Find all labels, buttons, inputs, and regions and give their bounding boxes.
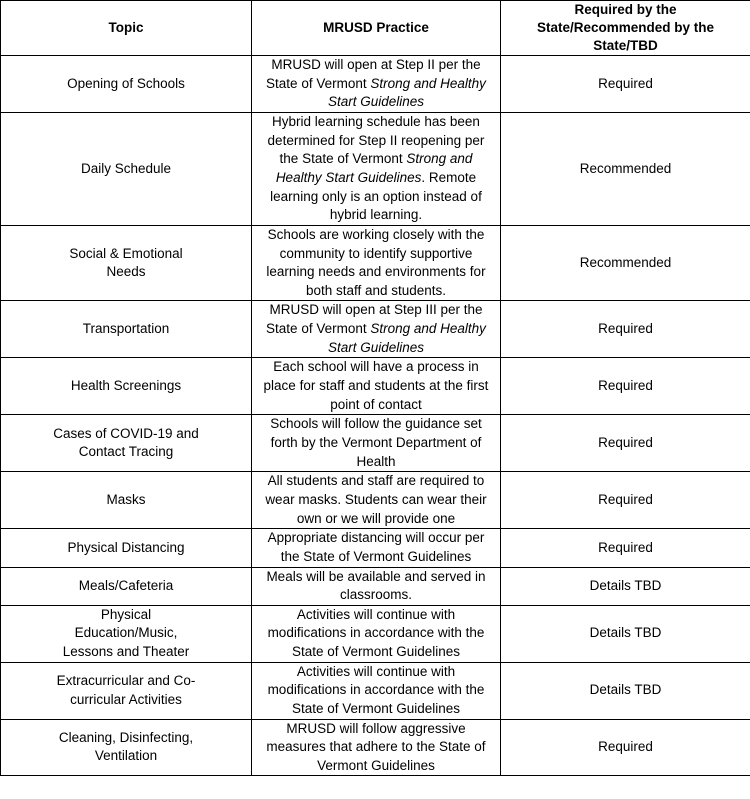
practice-cell xyxy=(252,605,501,662)
practice-text: Meals will be available and served in classrooms. xyxy=(266,568,486,603)
practice-cell xyxy=(252,662,501,719)
practice-text: MRUSD will follow aggressive measures that adhere to the State of Vermont Guidelines xyxy=(266,720,486,773)
practice-text: Schools will follow the guidance set forth by the Vermont Department of Health xyxy=(270,416,482,469)
practice-text: Hybrid learning schedule has been determined for Step II reopening per the State of Vermont xyxy=(267,114,485,167)
practice-cell xyxy=(252,415,501,472)
header-row xyxy=(1,1,750,56)
practice-text: Each school will have a process in place for staff and students at the first point of contact xyxy=(263,359,489,412)
practice-text: Schools are working closely with the community to identify supportive learning needs and environments for both staff and students. xyxy=(266,227,486,298)
status-cell: Details TBD xyxy=(501,567,750,605)
status-cell: Recommended xyxy=(501,226,750,301)
topic-cell: Cleaning, Disinfecting, Ventilation xyxy=(1,719,252,776)
table-row xyxy=(1,301,750,358)
practice-cell xyxy=(252,56,501,113)
practice-text: All students and staff are required to wear masks. Students can wear their own or we will provide one xyxy=(265,473,487,526)
practice-cell xyxy=(252,719,501,776)
topic-cell: Masks xyxy=(1,472,252,529)
status-cell: Required xyxy=(501,301,750,358)
practice-cell xyxy=(252,226,501,301)
status-cell: Details TBD xyxy=(501,662,750,719)
topic-cell: Meals/Cafeteria xyxy=(1,567,252,605)
practice-cell xyxy=(252,113,501,226)
status-cell: Details TBD xyxy=(501,605,750,662)
status-cell: Required xyxy=(501,415,750,472)
topic-cell: Social & Emotional Needs xyxy=(1,226,252,301)
practice-text: MRUSD will open at Step III per the State of Vermont xyxy=(266,302,483,337)
status-cell: Required xyxy=(501,472,750,529)
topic-cell: Physical Education/Music, Lessons and Theater xyxy=(1,605,252,662)
practice-text: Activities will continue with modifications in accordance with the State of Vermont Guidelines xyxy=(267,606,485,659)
table-row xyxy=(1,567,750,605)
topic-cell: Opening of Schools xyxy=(1,56,252,113)
status-cell: Required xyxy=(501,529,750,567)
table-row xyxy=(1,529,750,567)
practice-cell xyxy=(252,358,501,415)
topic-cell: Cases of COVID-19 and Contact Tracing xyxy=(1,415,252,472)
practice-text: Appropriate distancing will occur per the State of Vermont Guidelines xyxy=(267,530,485,564)
table-row xyxy=(1,605,750,662)
topic-cell: Health Screenings xyxy=(1,358,252,415)
status-cell: Recommended xyxy=(501,113,750,226)
status-cell: Required xyxy=(501,719,750,776)
guideline-title: Strong and Healthy Start Guidelines xyxy=(275,151,473,185)
header-status: Required by the State/Recommended by the State/TBD xyxy=(501,1,750,56)
table-row xyxy=(1,358,750,415)
practice-cell xyxy=(252,472,501,529)
topic-cell: Extracurricular and Co-curricular Activities xyxy=(1,662,252,719)
table-row xyxy=(1,472,750,529)
practice-text-end: . Remote learning only is an option instead of hybrid learning. xyxy=(270,170,482,223)
topic-cell: Physical Distancing xyxy=(1,529,252,567)
table-row xyxy=(1,415,750,472)
guideline-title: Strong and Healthy Start Guidelines xyxy=(327,75,486,110)
practice-cell xyxy=(252,567,501,605)
practice-cell xyxy=(252,301,501,358)
topic-cell: Transportation xyxy=(1,301,252,358)
header-topic: Topic xyxy=(1,1,252,56)
guideline-title: Strong and Healthy Start Guidelines xyxy=(327,321,486,355)
practice-text: MRUSD will open at Step II per the State of Vermont xyxy=(266,57,481,91)
status-cell: Required xyxy=(501,56,750,113)
table-row xyxy=(1,662,750,719)
topic-cell: Daily Schedule xyxy=(1,113,252,226)
table-row xyxy=(1,719,750,776)
table-row xyxy=(1,226,750,301)
practice-cell xyxy=(252,529,501,567)
practice-text: Activities will continue with modifications in accordance with the State of Vermont Guidelines xyxy=(267,663,485,716)
status-cell: Required xyxy=(501,358,750,415)
header-practice: MRUSD Practice xyxy=(252,1,501,56)
table-row xyxy=(1,113,750,226)
table-row xyxy=(1,56,750,113)
